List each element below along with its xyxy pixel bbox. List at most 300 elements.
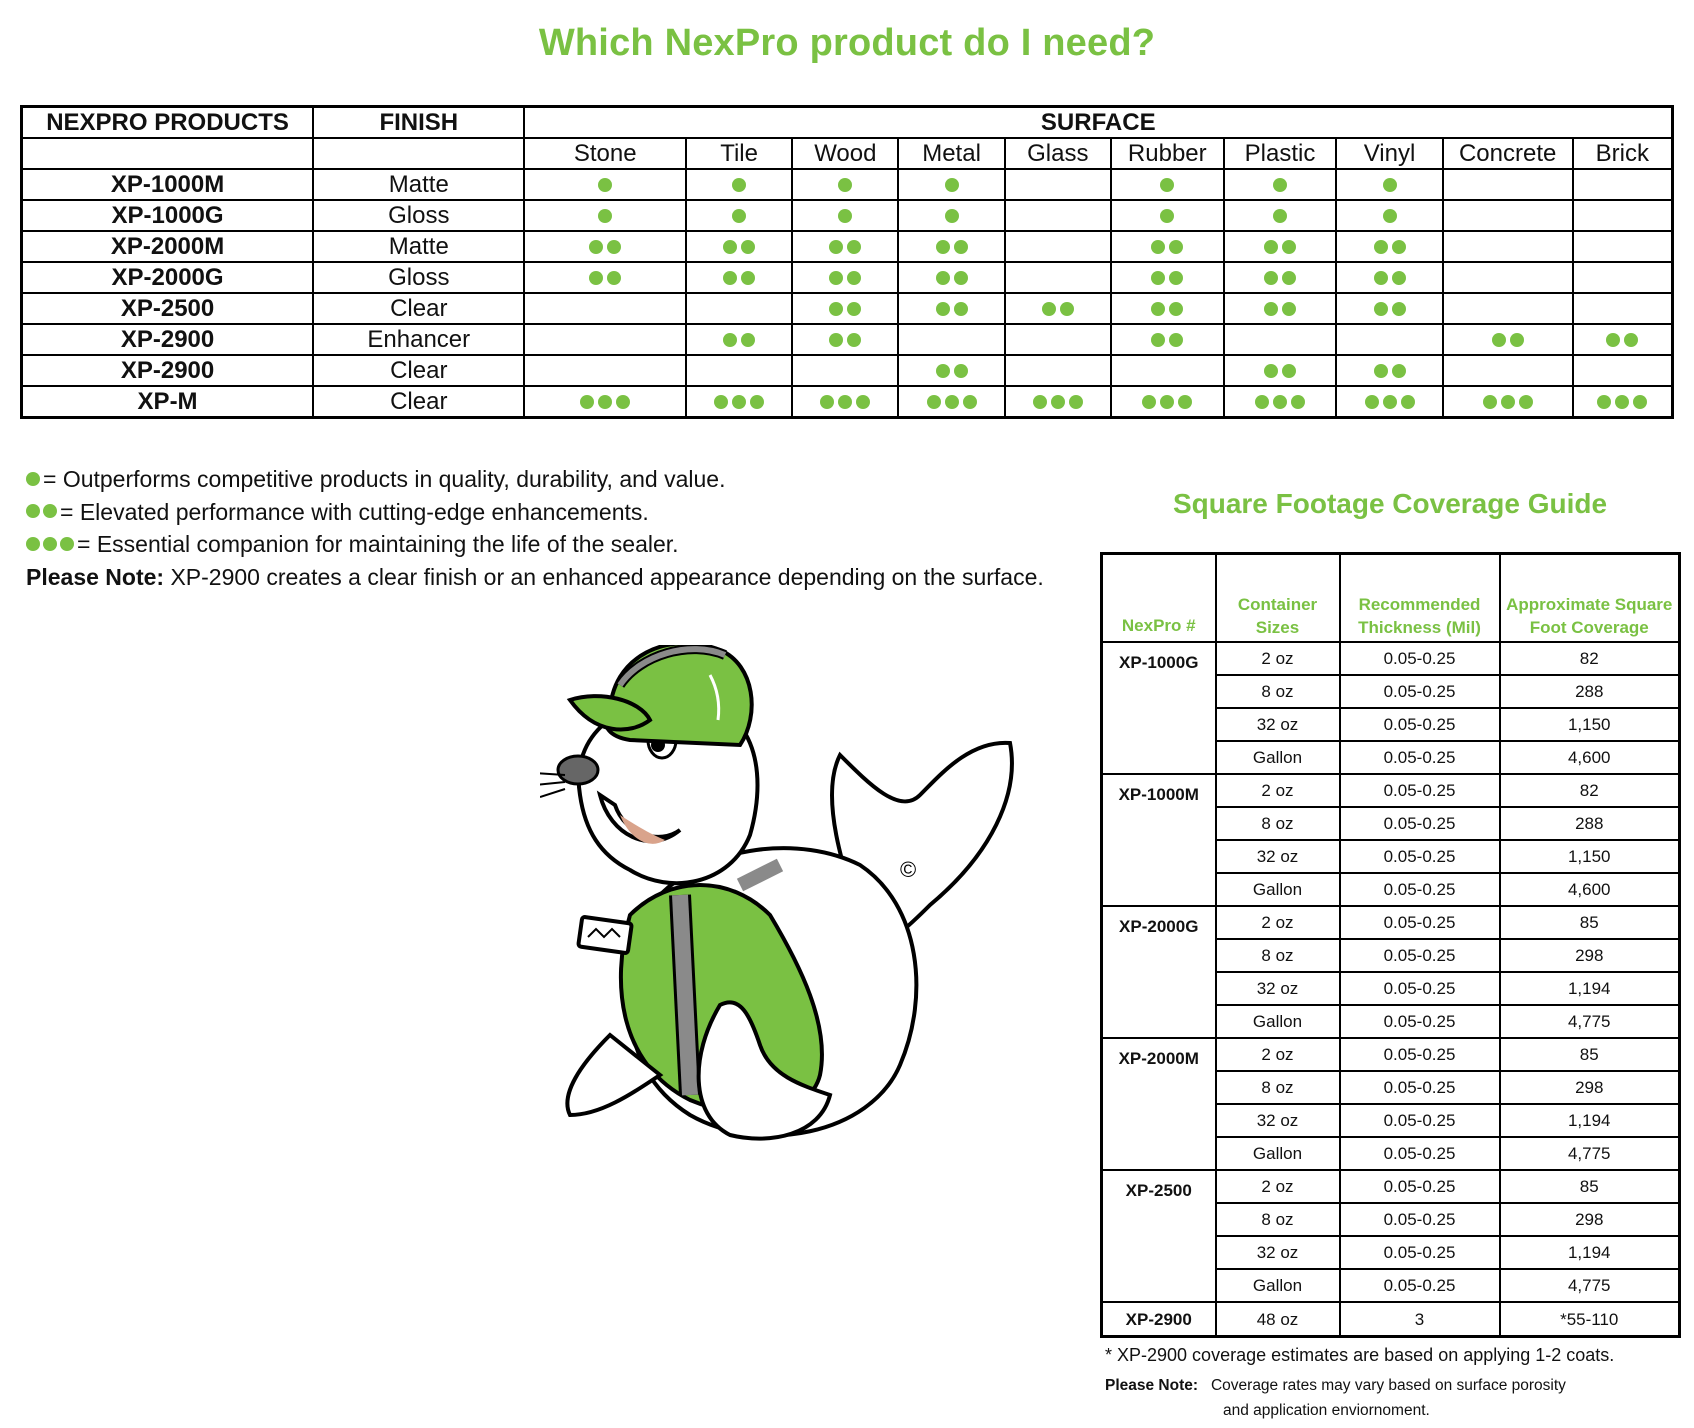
dot-icon	[1273, 178, 1287, 192]
dot-icon	[820, 395, 834, 409]
rating-cell	[524, 262, 686, 293]
coverage-value: 288	[1500, 807, 1680, 840]
dot-icon	[856, 395, 870, 409]
coverage-row	[1102, 774, 1680, 807]
product-finish: Clear	[313, 386, 524, 418]
product-row	[22, 355, 1673, 386]
dot-icon	[954, 240, 968, 254]
container-size: 8 oz	[1216, 1071, 1340, 1104]
coverage-value: 1,194	[1500, 972, 1680, 1005]
legend	[26, 463, 1044, 593]
product-row	[22, 200, 1673, 231]
rating-cell	[792, 262, 898, 293]
rating-cell	[1111, 324, 1224, 355]
dot-icon	[607, 240, 621, 254]
thickness: 0.05-0.25	[1340, 906, 1500, 939]
container-size: 2 oz	[1216, 642, 1340, 675]
dot-icon	[741, 271, 755, 285]
rating-cell	[1443, 386, 1573, 418]
coverage-value: 4,600	[1500, 873, 1680, 906]
rating-cell	[898, 231, 1004, 262]
dot-icon	[1606, 333, 1620, 347]
rating-cell	[686, 324, 792, 355]
dot-icon	[1151, 271, 1165, 285]
rating-cell	[1111, 200, 1224, 231]
surface-header-tile: Tile	[686, 138, 792, 169]
rating-cell	[898, 355, 1004, 386]
coverage-value: 1,150	[1500, 708, 1680, 741]
blank-cell	[22, 138, 314, 169]
dot-icon	[1492, 333, 1506, 347]
coverage-note: Please Note: Coverage rates may vary based on surface porosity and application enviornoment.	[1105, 1377, 1566, 1419]
rating-cell	[792, 231, 898, 262]
product-finish: Clear	[313, 293, 524, 324]
dot-icon	[1519, 395, 1533, 409]
dot-icon	[598, 395, 612, 409]
dot-icon	[829, 302, 843, 316]
dot-icon	[1042, 302, 1056, 316]
rating-cell	[1005, 231, 1111, 262]
coverage-value: 4,775	[1500, 1137, 1680, 1170]
dot-icon	[43, 504, 57, 518]
dot-icon	[732, 209, 746, 223]
surface-header-brick: Brick	[1573, 138, 1673, 169]
dot-icon	[1633, 395, 1647, 409]
seal-mascot-icon	[540, 645, 1050, 1165]
dot-icon	[1383, 395, 1397, 409]
rating-cell	[1573, 231, 1673, 262]
product-row	[22, 231, 1673, 262]
rating-cell	[686, 293, 792, 324]
dot-icon	[1392, 271, 1406, 285]
dot-icon	[1178, 395, 1192, 409]
product-matrix	[20, 105, 1674, 419]
dot-icon	[607, 271, 621, 285]
dot-icon	[1264, 271, 1278, 285]
container-size: Gallon	[1216, 1137, 1340, 1170]
thickness: 0.05-0.25	[1340, 1269, 1500, 1302]
dot-icon	[1169, 333, 1183, 347]
rating-cell	[1224, 386, 1337, 418]
coverage-product: XP-2500	[1102, 1170, 1216, 1302]
rating-cell	[1443, 231, 1573, 262]
product-finish: Clear	[313, 355, 524, 386]
rating-cell	[524, 200, 686, 231]
rating-cell	[1111, 169, 1224, 200]
dot-icon	[1392, 302, 1406, 316]
rating-cell	[1443, 200, 1573, 231]
product-name: XP-2000G	[22, 262, 314, 293]
thickness: 0.05-0.25	[1340, 708, 1500, 741]
rating-cell	[1336, 355, 1442, 386]
product-finish: Gloss	[313, 200, 524, 231]
surface-header-rubber: Rubber	[1111, 138, 1224, 169]
surface-header-stone: Stone	[524, 138, 686, 169]
product-row	[22, 386, 1673, 418]
dot-icon	[1273, 395, 1287, 409]
surface-header-glass: Glass	[1005, 138, 1111, 169]
rating-cell	[1005, 169, 1111, 200]
coverage-row	[1102, 1302, 1680, 1337]
coverage-value: 82	[1500, 642, 1680, 675]
rating-cell	[1573, 355, 1673, 386]
surface-header-plastic: Plastic	[1224, 138, 1337, 169]
dot-icon	[714, 395, 728, 409]
container-size: 32 oz	[1216, 708, 1340, 741]
coverage-value: 1,150	[1500, 840, 1680, 873]
container-size: 32 oz	[1216, 1236, 1340, 1269]
page-title: Which NexPro product do I need?	[538, 22, 1156, 64]
rating-cell	[1005, 355, 1111, 386]
dot-icon	[589, 271, 603, 285]
coverage-value: 82	[1500, 774, 1680, 807]
dot-icon	[26, 472, 40, 486]
coverage-value: 288	[1500, 675, 1680, 708]
coverage-title: Square Footage Coverage Guide	[1172, 488, 1608, 519]
rating-cell	[1111, 231, 1224, 262]
thickness: 0.05-0.25	[1340, 1170, 1500, 1203]
surface-header-wood: Wood	[792, 138, 898, 169]
surface-header-metal: Metal	[898, 138, 1004, 169]
coverage-value: 1,194	[1500, 1236, 1680, 1269]
coverage-value: 4,600	[1500, 741, 1680, 774]
product-row	[22, 262, 1673, 293]
coverage-product: XP-2900	[1102, 1302, 1216, 1337]
rating-cell	[686, 355, 792, 386]
cov-header-sizes: Container Sizes	[1216, 554, 1340, 643]
rating-cell	[1224, 169, 1337, 200]
header-surface: SURFACE	[524, 107, 1672, 139]
dot-icon	[829, 271, 843, 285]
dot-icon	[1383, 178, 1397, 192]
thickness: 0.05-0.25	[1340, 1104, 1500, 1137]
dot-icon	[936, 240, 950, 254]
dot-icon	[741, 333, 755, 347]
dot-icon	[1282, 364, 1296, 378]
dot-icon	[847, 302, 861, 316]
dot-icon	[847, 333, 861, 347]
dot-icon	[829, 240, 843, 254]
rating-cell	[1336, 169, 1442, 200]
rating-cell	[1443, 293, 1573, 324]
dot-icon	[1273, 209, 1287, 223]
coverage-product: XP-1000G	[1102, 642, 1216, 774]
container-size: Gallon	[1216, 1269, 1340, 1302]
dot-icon	[1051, 395, 1065, 409]
dot-icon	[847, 240, 861, 254]
dot-icon	[723, 271, 737, 285]
dot-icon	[723, 333, 737, 347]
product-name: XP-2000M	[22, 231, 314, 262]
dot-icon	[1282, 240, 1296, 254]
rating-cell	[1111, 355, 1224, 386]
dot-icon	[26, 504, 40, 518]
dot-icon	[1160, 209, 1174, 223]
dot-icon	[1374, 240, 1388, 254]
product-name: XP-1000M	[22, 169, 314, 200]
legend-three: = Essential companion for maintaining the life of the sealer.	[26, 528, 1044, 561]
rating-cell	[524, 293, 686, 324]
container-size: 8 oz	[1216, 939, 1340, 972]
dot-icon	[1151, 333, 1165, 347]
rating-cell	[1573, 169, 1673, 200]
dot-icon	[936, 271, 950, 285]
dot-icon	[838, 209, 852, 223]
rating-cell	[792, 324, 898, 355]
rating-cell	[1573, 262, 1673, 293]
legend-one: = Outperforms competitive products in quality, durability, and value.	[26, 463, 1044, 496]
thickness: 0.05-0.25	[1340, 741, 1500, 774]
cov-header-thickness: Recommended Thickness (Mil)	[1340, 554, 1500, 643]
rating-cell	[1336, 324, 1442, 355]
copyright-mark: ©	[900, 857, 917, 882]
rating-cell	[1111, 262, 1224, 293]
coverage-value: 4,775	[1500, 1269, 1680, 1302]
rating-cell	[1224, 324, 1337, 355]
product-row	[22, 293, 1673, 324]
dot-icon	[1374, 271, 1388, 285]
dot-icon	[1383, 209, 1397, 223]
product-name: XP-2900	[22, 355, 314, 386]
dot-icon	[838, 395, 852, 409]
product-name: XP-2500	[22, 293, 314, 324]
dot-icon	[829, 333, 843, 347]
dot-icon	[750, 395, 764, 409]
coverage-row	[1102, 906, 1680, 939]
dot-icon	[60, 537, 74, 551]
rating-cell	[686, 231, 792, 262]
thickness: 0.05-0.25	[1340, 1236, 1500, 1269]
rating-cell	[1224, 293, 1337, 324]
dot-icon	[1151, 302, 1165, 316]
dot-icon	[963, 395, 977, 409]
dot-icon	[945, 209, 959, 223]
coverage-product: XP-2000M	[1102, 1038, 1216, 1170]
thickness: 0.05-0.25	[1340, 774, 1500, 807]
rating-cell	[1224, 355, 1337, 386]
dot-icon	[1264, 364, 1278, 378]
rating-cell	[1573, 293, 1673, 324]
thickness: 0.05-0.25	[1340, 642, 1500, 675]
product-name: XP-2900	[22, 324, 314, 355]
coverage-row	[1102, 1170, 1680, 1203]
rating-cell	[1336, 200, 1442, 231]
thickness: 0.05-0.25	[1340, 1071, 1500, 1104]
rating-cell	[1443, 355, 1573, 386]
container-size: 32 oz	[1216, 1104, 1340, 1137]
header-products: NEXPRO PRODUCTS	[22, 107, 314, 139]
dot-icon	[1483, 395, 1497, 409]
coverage-footnote: * XP-2900 coverage estimates are based on applying 1-2 coats.	[1105, 1345, 1615, 1365]
product-finish: Gloss	[313, 262, 524, 293]
container-size: Gallon	[1216, 741, 1340, 774]
product-row	[22, 324, 1673, 355]
dot-icon	[1392, 240, 1406, 254]
coverage-value: *55-110	[1500, 1302, 1680, 1337]
thickness: 0.05-0.25	[1340, 1038, 1500, 1071]
container-size: 2 oz	[1216, 1038, 1340, 1071]
container-size: 48 oz	[1216, 1302, 1340, 1337]
rating-cell	[1443, 169, 1573, 200]
coverage-row	[1102, 1038, 1680, 1071]
dot-icon	[1501, 395, 1515, 409]
dot-icon	[1392, 364, 1406, 378]
coverage-value: 1,194	[1500, 1104, 1680, 1137]
dot-icon	[1069, 395, 1083, 409]
dot-icon	[1264, 302, 1278, 316]
dot-icon	[945, 395, 959, 409]
rating-cell	[1111, 293, 1224, 324]
container-size: 8 oz	[1216, 807, 1340, 840]
dot-icon	[1282, 271, 1296, 285]
rating-cell	[524, 386, 686, 418]
dot-icon	[1060, 302, 1074, 316]
rating-cell	[686, 200, 792, 231]
rating-cell	[792, 200, 898, 231]
dot-icon	[954, 271, 968, 285]
blank-cell	[313, 138, 524, 169]
dot-icon	[732, 395, 746, 409]
dot-icon	[1160, 178, 1174, 192]
dot-icon	[1255, 395, 1269, 409]
product-finish: Matte	[313, 169, 524, 200]
container-size: 8 oz	[1216, 1203, 1340, 1236]
thickness: 0.05-0.25	[1340, 807, 1500, 840]
rating-cell	[1005, 293, 1111, 324]
thickness: 0.05-0.25	[1340, 873, 1500, 906]
header-finish: FINISH	[313, 107, 524, 139]
rating-cell	[1443, 262, 1573, 293]
rating-cell	[524, 355, 686, 386]
thickness: 0.05-0.25	[1340, 840, 1500, 873]
rating-cell	[898, 293, 1004, 324]
rating-cell	[792, 355, 898, 386]
dot-icon	[616, 395, 630, 409]
dot-icon	[1597, 395, 1611, 409]
container-size: 2 oz	[1216, 1170, 1340, 1203]
dot-icon	[945, 178, 959, 192]
dot-icon	[43, 537, 57, 551]
rating-cell	[1005, 200, 1111, 231]
thickness: 0.05-0.25	[1340, 939, 1500, 972]
rating-cell	[792, 169, 898, 200]
container-size: 32 oz	[1216, 972, 1340, 1005]
thickness: 0.05-0.25	[1340, 972, 1500, 1005]
container-size: 32 oz	[1216, 840, 1340, 873]
dot-icon	[954, 302, 968, 316]
dot-icon	[1151, 240, 1165, 254]
rating-cell	[524, 169, 686, 200]
dot-icon	[838, 178, 852, 192]
thickness: 3	[1340, 1302, 1500, 1337]
rating-cell	[898, 324, 1004, 355]
rating-cell	[1005, 386, 1111, 418]
coverage-value: 85	[1500, 1170, 1680, 1203]
coverage-row	[1102, 642, 1680, 675]
rating-cell	[686, 169, 792, 200]
dot-icon	[927, 395, 941, 409]
cov-header-coverage: Approximate Square Foot Coverage	[1500, 554, 1680, 643]
rating-cell	[524, 324, 686, 355]
surface-header-concrete: Concrete	[1443, 138, 1573, 169]
dot-icon	[1169, 271, 1183, 285]
product-row	[22, 169, 1673, 200]
dot-icon	[723, 240, 737, 254]
product-name: XP-M	[22, 386, 314, 418]
coverage-product: XP-2000G	[1102, 906, 1216, 1038]
thickness: 0.05-0.25	[1340, 1137, 1500, 1170]
coverage-table	[1100, 552, 1681, 1338]
coverage-value: 85	[1500, 906, 1680, 939]
coverage-value: 85	[1500, 1038, 1680, 1071]
rating-cell	[686, 262, 792, 293]
product-name: XP-1000G	[22, 200, 314, 231]
dot-icon	[936, 364, 950, 378]
product-finish: Matte	[313, 231, 524, 262]
cov-header-nexpro: NexPro #	[1102, 554, 1216, 643]
rating-cell	[1224, 231, 1337, 262]
rating-cell	[792, 386, 898, 418]
legend-two: = Elevated performance with cutting-edge enhancements.	[26, 496, 1044, 529]
legend-note: Please Note: XP-2900 creates a clear finish or an enhanced appearance depending on the surface.	[26, 563, 1044, 590]
dot-icon	[936, 302, 950, 316]
rating-cell	[1336, 231, 1442, 262]
dot-icon	[741, 240, 755, 254]
dot-icon	[1282, 302, 1296, 316]
container-size: 8 oz	[1216, 675, 1340, 708]
dot-icon	[1365, 395, 1379, 409]
container-size: 2 oz	[1216, 774, 1340, 807]
rating-cell	[1111, 386, 1224, 418]
dot-icon	[1142, 395, 1156, 409]
dot-icon	[1264, 240, 1278, 254]
thickness: 0.05-0.25	[1340, 1005, 1500, 1038]
coverage-product: XP-1000M	[1102, 774, 1216, 906]
rating-cell	[1336, 386, 1442, 418]
dot-icon	[589, 240, 603, 254]
coverage-value: 298	[1500, 1203, 1680, 1236]
product-finish: Enhancer	[313, 324, 524, 355]
rating-cell	[1443, 324, 1573, 355]
dot-icon	[1033, 395, 1047, 409]
coverage-value: 4,775	[1500, 1005, 1680, 1038]
coverage-value: 298	[1500, 1071, 1680, 1104]
rating-cell	[792, 293, 898, 324]
dot-icon	[1160, 395, 1174, 409]
dot-icon	[954, 364, 968, 378]
container-size: Gallon	[1216, 1005, 1340, 1038]
dot-icon	[847, 271, 861, 285]
dot-icon	[1510, 333, 1524, 347]
thickness: 0.05-0.25	[1340, 675, 1500, 708]
rating-cell	[898, 169, 1004, 200]
dot-icon	[1291, 395, 1305, 409]
rating-cell	[1573, 386, 1673, 418]
rating-cell	[1224, 262, 1337, 293]
dot-icon	[1615, 395, 1629, 409]
dot-icon	[1401, 395, 1415, 409]
rating-cell	[524, 231, 686, 262]
rating-cell	[1573, 324, 1673, 355]
dot-icon	[598, 178, 612, 192]
dot-icon	[26, 537, 40, 551]
rating-cell	[1336, 262, 1442, 293]
rating-cell	[686, 386, 792, 418]
rating-cell	[1573, 200, 1673, 231]
rating-cell	[1005, 324, 1111, 355]
dot-icon	[1374, 302, 1388, 316]
dot-icon	[732, 178, 746, 192]
